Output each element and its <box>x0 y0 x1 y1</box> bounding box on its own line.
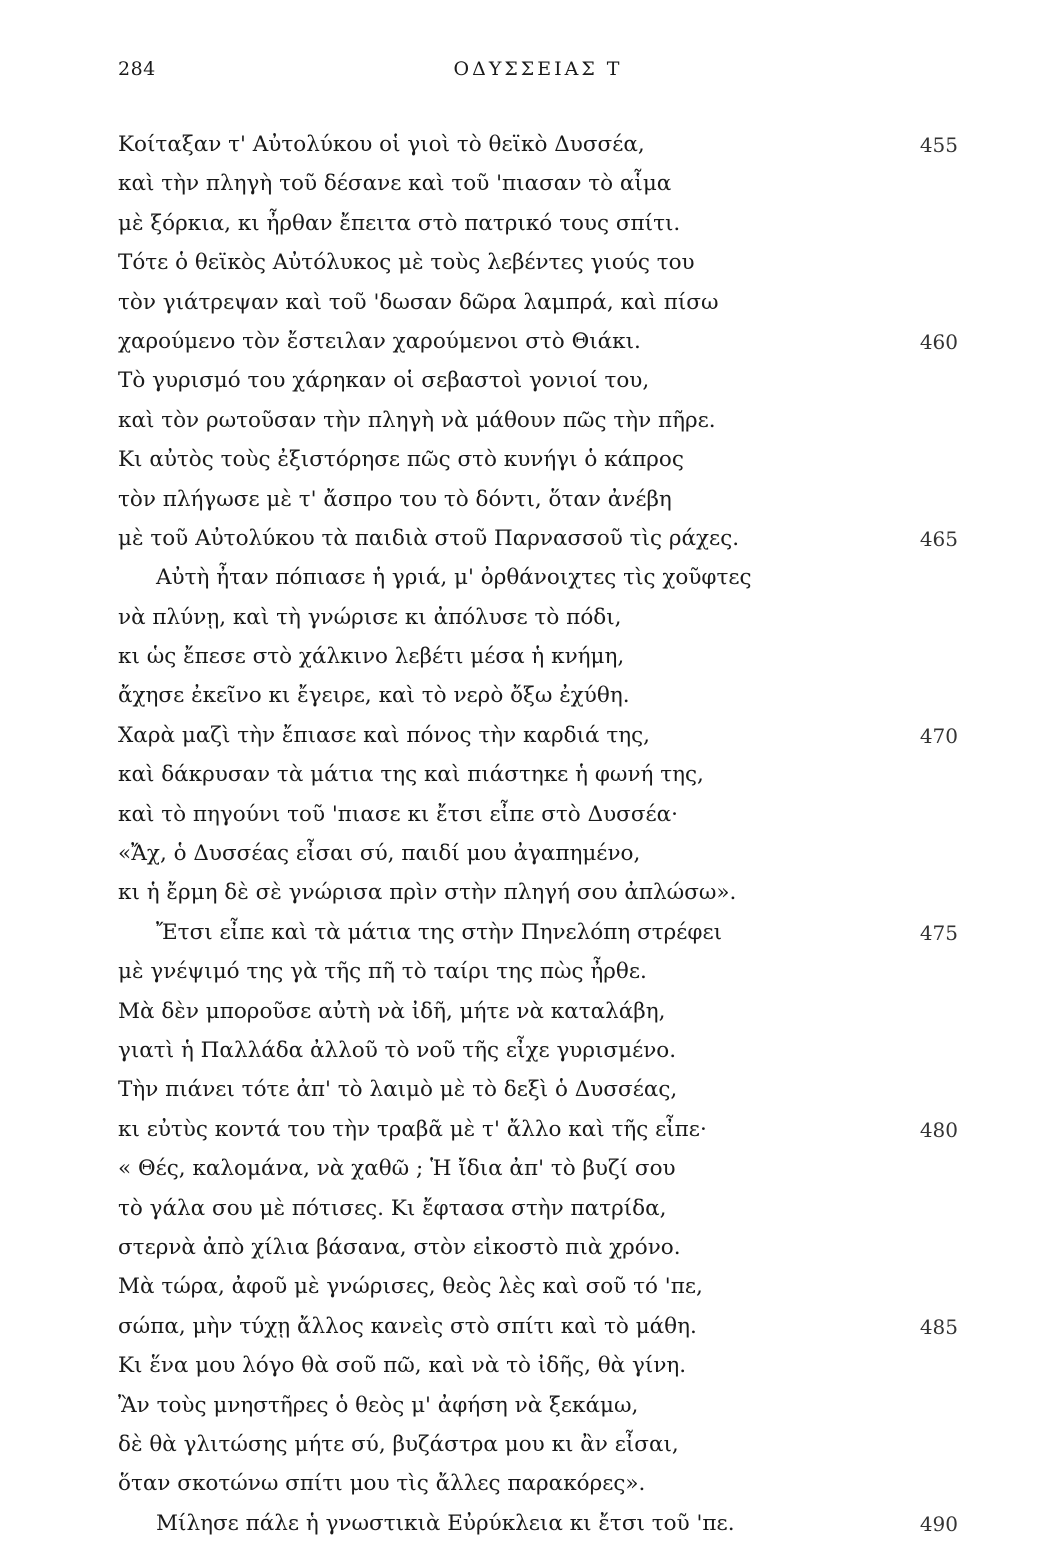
verse-text: Χαρὰ μαζὶ τὴν ἔπιασε καὶ πόνος τὴν καρδιά της, <box>118 722 651 748</box>
verse-line <box>118 1115 958 1154</box>
verse-text: καὶ τὴν πληγὴ τοῦ δέσανε καὶ τοῦ 'πιασαν τὸ αἷμα <box>118 171 672 197</box>
line-number: 490 <box>919 1511 958 1536</box>
verse-text: κι ἡ ἔρμη δὲ σὲ γνώρισα πρὶν στὴν πληγή σου ἀπλώσω». <box>118 880 737 906</box>
line-number: 485 <box>919 1314 958 1339</box>
verse-text: χαρούμενο τὸν ἔστειλαν χαρούμενοι στὸ Θιάκι. <box>118 328 641 354</box>
verse-text: ὅταν σκοτώνω σπίτι μου τὶς ἄλλες παρακόρες». <box>118 1471 646 1497</box>
verse-text: μὲ τοῦ Αὐτολύκου τὰ παιδιὰ στοῦ Παρνασσοῦ τὶς ράχες. <box>118 525 740 551</box>
running-title: ΟΔΥΣΣΕΙΑΣ Τ <box>453 58 623 80</box>
verse-text: τὸν πλήγωσε μὲ τ' ἄσπρο του τὸ δόντι, ὅταν ἀνέβη <box>118 486 672 512</box>
verse-line <box>118 681 958 720</box>
verse-line <box>118 1430 958 1469</box>
line-number: 480 <box>919 1117 958 1142</box>
verse-text: καὶ τὸν ρωτοῦσαν τὴν πληγὴ νὰ μάθουν πῶς τὴν πῆρε. <box>118 407 716 433</box>
line-number: 455 <box>919 133 958 157</box>
verse-line <box>118 524 958 563</box>
verse-line <box>118 248 958 287</box>
verse-line <box>118 130 958 169</box>
verse-line <box>118 366 958 405</box>
verse-line <box>118 800 958 839</box>
verse-line <box>118 1469 958 1508</box>
verse-line <box>118 169 958 208</box>
line-number: 465 <box>919 526 958 551</box>
verse-text: Κι αὐτὸς τοὺς ἐξιστόρησε πῶς στὸ κυνήγι ὁ κάπρος <box>118 447 684 473</box>
verse-line <box>118 603 958 642</box>
verse-line <box>118 1036 958 1075</box>
verse-line <box>118 1509 958 1548</box>
verse-line <box>118 1194 958 1233</box>
verse-text: Κι ἕνα μου λόγο θὰ σοῦ πῶ, καὶ νὰ τὸ ἰδῆς, θὰ γίνη. <box>118 1353 687 1379</box>
verse-line <box>118 1312 958 1351</box>
verse-text: μὲ ξόρκια, κι ἦρθαν ἔπειτα στὸ πατρικό τους σπίτι. <box>118 210 681 236</box>
verse-line <box>118 1272 958 1311</box>
verse-text: καὶ δάκρυσαν τὰ μάτια της καὶ πιάστηκε ἡ φωνή της, <box>118 762 704 788</box>
verse-text: Μὰ τώρα, ἀφοῦ μὲ γνώρισες, θεὸς λὲς καὶ σοῦ τό 'πε, <box>118 1274 703 1300</box>
verse-text: δὲ θὰ γλιτώσης μήτε σύ, βυζάστρα μου κι ἂν εἶσαι, <box>118 1431 679 1457</box>
verse-text: καὶ τὸ πηγούνι τοῦ 'πιασε κι ἔτσι εἶπε στὸ Δυσσέα· <box>118 801 679 827</box>
verse-line <box>118 1075 958 1114</box>
verse-line <box>118 1391 958 1430</box>
verse-text: τὸ γάλα σου μὲ πότισες. Κι ἔφτασα στὴν πατρίδα, <box>118 1195 667 1221</box>
verse-line <box>118 760 958 799</box>
verse-text: ἄχησε ἐκεῖνο κι ἔγειρε, καὶ τὸ νερὸ ὄξω ἐχύθη. <box>118 683 630 709</box>
verse-line <box>118 839 958 878</box>
line-number: 470 <box>919 723 958 748</box>
verse-text: τὸν γιάτρεψαν καὶ τοῦ 'δωσαν δῶρα λαμπρά, καὶ πίσω <box>118 289 719 315</box>
verse-text: στερνὰ ἀπὸ χίλια βάσανα, στὸν εἰκοστὸ πιὰ χρόνο. <box>118 1234 681 1260</box>
verse-line <box>118 406 958 445</box>
line-number: 460 <box>919 329 958 354</box>
verse-line <box>118 721 958 760</box>
verse-block <box>118 130 958 1548</box>
verse-line <box>118 445 958 484</box>
verse-text: Κοίταξαν τ' Αὐτολύκου οἱ γιοὶ τὸ θεϊκὸ Δυσσέα, <box>118 132 645 157</box>
verse-text: « Θές, καλομάνα, νὰ χαθῶ ; Ἡ ἴδια ἀπ' τὸ βυζί σου <box>118 1156 676 1182</box>
verse-text: Τότε ὁ θεϊκὸς Αὐτόλυκος μὲ τοὺς λεβέντες γιούς του <box>118 250 695 276</box>
verse-text: μὲ γνέψιμό της γὰ τῆς πῆ τὸ ταίρι της πὼς ἦρθε. <box>118 959 647 985</box>
verse-line <box>118 563 958 602</box>
verse-text: σώπα, μὴν τύχῃ ἄλλος κανεὶς στὸ σπίτι καὶ τὸ μάθη. <box>118 1313 697 1339</box>
verse-text: Μὰ δὲν μποροῦσε αὐτὴ νὰ ἰδῆ, μήτε νὰ καταλάβη, <box>118 998 666 1024</box>
verse-text: κι εὐτὺς κοντά του τὴν τραβᾶ μὲ τ' ἄλλο καὶ τῆς εἶπε· <box>118 1116 707 1142</box>
verse-text: νὰ πλύνῃ, καὶ τὴ γνώρισε κι ἀπόλυσε τὸ πόδι, <box>118 604 622 630</box>
page-header <box>118 58 958 90</box>
verse-line <box>118 1233 958 1272</box>
verse-line <box>118 997 958 1036</box>
verse-line <box>118 1351 958 1390</box>
verse-line <box>118 1154 958 1193</box>
verse-text: Μίλησε πάλε ἡ γνωστικιὰ Εὐρύκλεια κι ἔτσι τοῦ 'πε. <box>156 1510 735 1536</box>
verse-line <box>118 642 958 681</box>
line-number: 475 <box>919 920 958 945</box>
verse-text: Τὸ γυρισμό του χάρηκαν οἱ σεβαστοὶ γονιοί του, <box>118 368 650 394</box>
verse-line <box>118 209 958 248</box>
verse-line <box>118 878 958 917</box>
verse-line <box>118 327 958 366</box>
verse-text: Τὴν πιάνει τότε ἀπ' τὸ λαιμὸ μὲ τὸ δεξὶ ὁ Δυσσέας, <box>118 1077 678 1103</box>
page-number: 284 <box>118 58 156 80</box>
verse-text: γιατὶ ἡ Παλλάδα ἀλλοῦ τὸ νοῦ τῆς εἶχε γυρισμένο. <box>118 1037 677 1063</box>
verse-text: Αὐτὴ ἦταν πόπιασε ἡ γριά, μ' ὀρθάνοιχτες τὶς χοῦφτες <box>156 565 752 591</box>
verse-line <box>118 957 958 996</box>
verse-text: κι ὡς ἔπεσε στὸ χάλκινο λεβέτι μέσα ἡ κνήμη, <box>118 644 625 670</box>
verse-text: «Ἄχ, ὁ Δυσσέας εἶσαι σύ, παιδί μου ἀγαπημένο, <box>118 841 641 867</box>
verse-text: Ἔτσι εἶπε καὶ τὰ μάτια της στὴν Πηνελόπη στρέφει <box>156 919 723 945</box>
verse-text: Ἂν τοὺς μνηστῆρες ὁ θεὸς μ' ἀφήση νὰ ξεκάμω, <box>118 1392 639 1418</box>
verse-line <box>118 918 958 957</box>
verse-line <box>118 485 958 524</box>
verse-line <box>118 288 958 327</box>
